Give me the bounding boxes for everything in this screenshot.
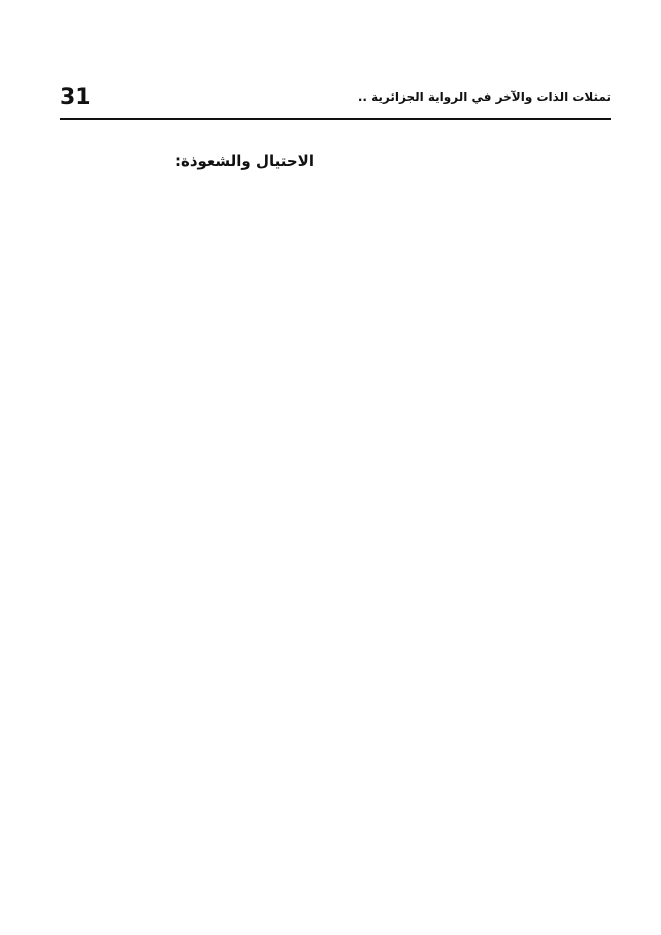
page-number: 31	[60, 84, 91, 110]
running-title: تمثلات الذات والآخر في الرواية الجزائرية ..	[357, 90, 611, 104]
article-body	[60, 140, 611, 900]
header-rule	[60, 118, 611, 120]
section-heading: الاحتيال والشعوذة:	[174, 152, 314, 170]
right-column	[357, 140, 611, 900]
left-column	[60, 140, 314, 900]
page-header	[60, 80, 611, 114]
